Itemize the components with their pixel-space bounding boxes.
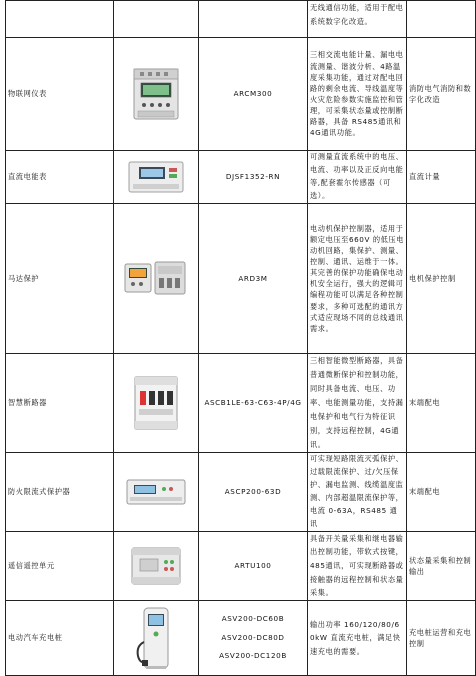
- application-cell: 状态量采集和控制输出: [407, 531, 476, 600]
- product-name-cell: 物联网仪表: [6, 38, 114, 151]
- description-cell: 三相交流电能计量、漏电电流测量、谐波分析、4路温度采集功能，通过对配电回路的剩余电流、导线温度等火灾危险参数实施监控和管理，可采集状态量或控制断路器，具备 RS485通讯和4G通讯功能。: [308, 38, 407, 151]
- model-cell: ASCP200-63D: [199, 453, 308, 532]
- product-name-cell: 电动汽车充电桩: [6, 601, 114, 676]
- product-image-cell: [114, 1, 199, 38]
- product-image-cell: [114, 353, 199, 452]
- product-table: [5, 0, 476, 676]
- description-cell: 输出功率 160/120/80/60kW 直流充电桩，满足快速充电的需要。: [308, 601, 407, 676]
- product-image-cell: [114, 151, 199, 204]
- product-image-cell: [114, 531, 199, 600]
- product-name-cell: 智慧断路器: [6, 353, 114, 452]
- model-cell: ARCM300: [199, 38, 308, 151]
- ev-charger-icon: [134, 604, 178, 672]
- description-cell: 可测量直流系统中的电压、电流、功率以及正反向电能等,配套霍尔传感器（可选）。: [308, 151, 407, 204]
- breaker-icon: [131, 373, 181, 433]
- motor-protector-icon: [123, 258, 189, 298]
- application-cell: 充电桩运营和充电控制: [407, 601, 476, 676]
- product-name-cell: [6, 1, 114, 38]
- model-cell: [199, 601, 308, 676]
- application-cell: 电机保护控制: [407, 203, 476, 353]
- description-cell: 三相智能微型断路器，具备普通微断保护和控制功能，同时具备电流、电压、功率、电能测量功能，支持漏电保护和电气行为特征识别，支持远程控制，4G通讯。: [308, 353, 407, 452]
- model-cell: ARD3M: [199, 203, 308, 353]
- application-cell: 末端配电: [407, 453, 476, 532]
- application-cell: 直流计量: [407, 151, 476, 204]
- din-rail-meter-icon: [126, 65, 186, 123]
- product-image-cell: [114, 38, 199, 151]
- table-row: [6, 353, 476, 452]
- table-row: [6, 203, 476, 353]
- product-name-cell: 直流电能表: [6, 151, 114, 204]
- description-cell: 无线通信功能，适用于配电系统数字化改造。: [308, 1, 407, 38]
- description-cell: 电动机保护控制器，适用于额定电压至660V 的低压电动机回路，集保护、测量、控制、通讯、运维于一体。其完善的保护功能确保电动机安全运行，强大的逻辑可编程功能可以满足各种控制要求，多种可选配的通讯方式适应现场不同的总线通讯需求。: [308, 203, 407, 353]
- application-cell: [407, 1, 476, 38]
- product-image-cell: [114, 203, 199, 353]
- table-row: [6, 1, 476, 38]
- model-cell: DJSF1352-RN: [199, 151, 308, 204]
- table-row: [6, 531, 476, 600]
- model-cell: ASCB1LE-63-C63-4P/4G: [199, 353, 308, 452]
- product-name-cell: 马达保护: [6, 203, 114, 353]
- dc-meter-icon: [125, 158, 187, 196]
- product-name-cell: 遥信遥控单元: [6, 531, 114, 600]
- table-row: [6, 38, 476, 151]
- model-cell: ARTU100: [199, 531, 308, 600]
- product-name-cell: 防火限流式保护器: [6, 453, 114, 532]
- rtu-unit-icon: [128, 544, 184, 588]
- application-cell: 末端配电: [407, 353, 476, 452]
- product-image-cell: [114, 453, 199, 532]
- description-cell: 具备开关量采集和继电器输出控制功能，带软式按键，485通讯，可实现断路器或接触器的远程控制和状态量采集。: [308, 531, 407, 600]
- table-row: [6, 601, 476, 676]
- current-limiter-icon: [124, 477, 188, 507]
- application-cell: 消防电气消防和数字化改造: [407, 38, 476, 151]
- description-cell: 可实现短路限流灭弧保护、过载限流保护、过/欠压保护、漏电监测、线缆温度监测、内部超温限流保护等，电流 0-63A，RS485 通讯: [308, 453, 407, 532]
- product-image-cell: [114, 601, 199, 676]
- table-row: [6, 453, 476, 532]
- table-row: [6, 151, 476, 204]
- model-line: ASV200-DC60B ASV200-DC80D ASV200-DC120B: [219, 614, 287, 661]
- model-cell: [199, 1, 308, 38]
